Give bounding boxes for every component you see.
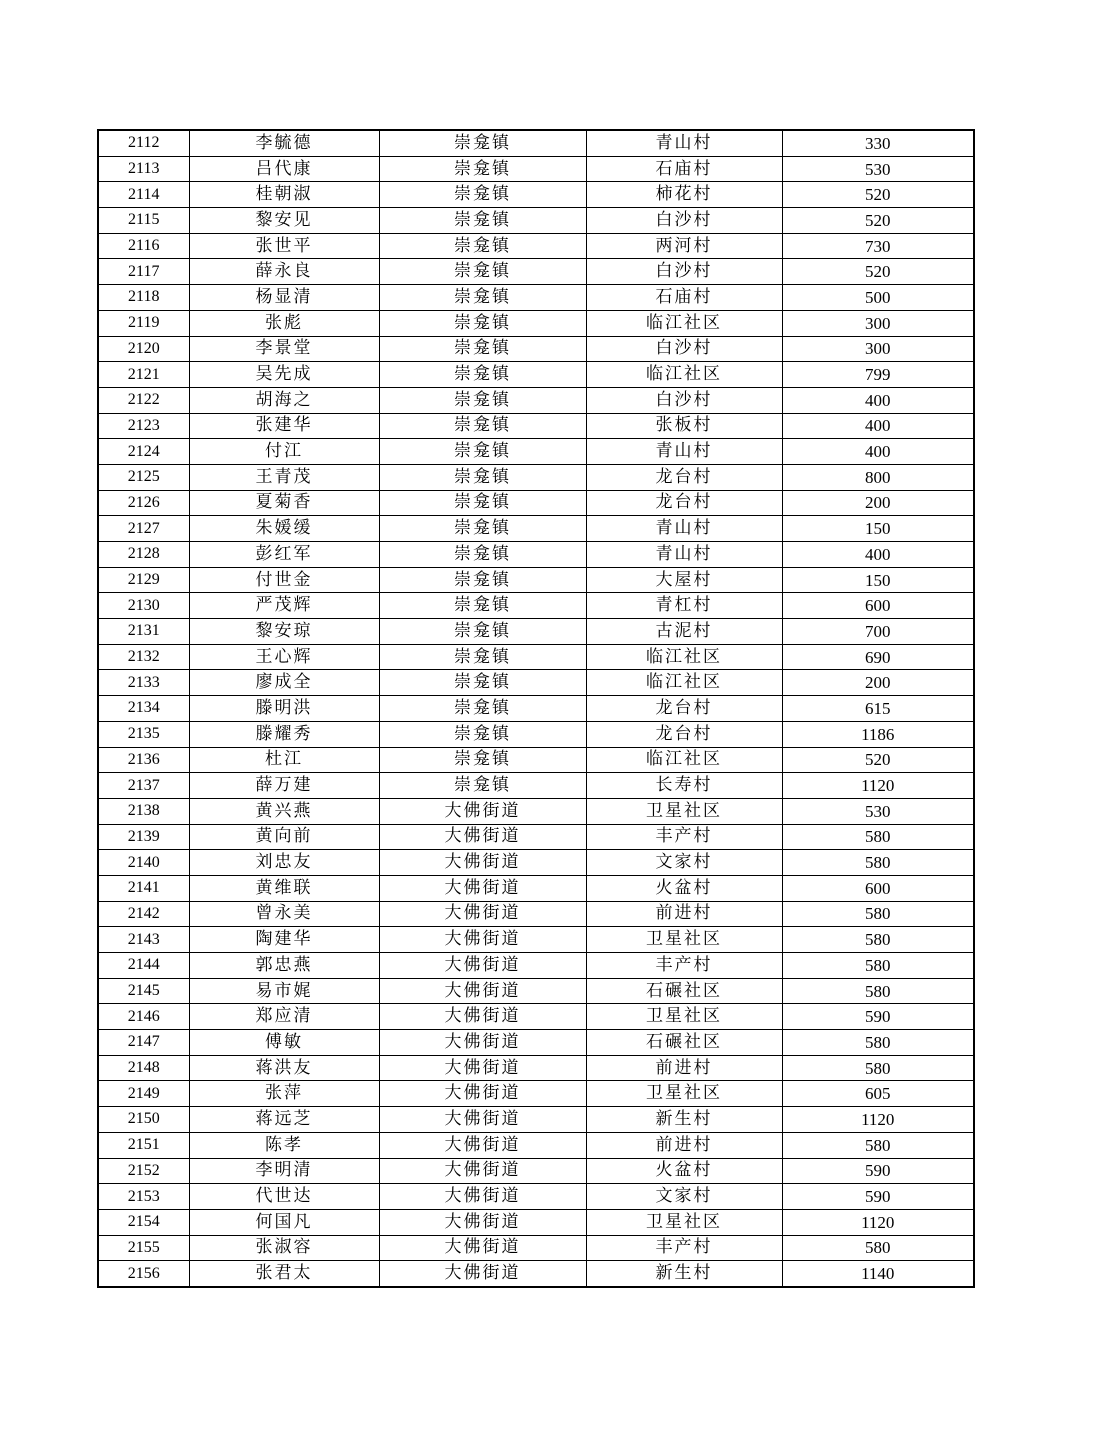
town-cell: 崇龛镇 bbox=[379, 670, 586, 696]
town-cell: 大佛街道 bbox=[379, 953, 586, 979]
town-cell: 大佛街道 bbox=[379, 1030, 586, 1056]
table-row bbox=[98, 1107, 974, 1133]
row-number-cell: 2144 bbox=[98, 953, 189, 979]
name-cell: 郑应清 bbox=[189, 1004, 379, 1030]
amount-cell: 400 bbox=[782, 439, 974, 465]
village-cell: 前进村 bbox=[586, 1132, 782, 1158]
table-row bbox=[98, 850, 974, 876]
table-row bbox=[98, 1132, 974, 1158]
table-row bbox=[98, 978, 974, 1004]
town-cell: 崇龛镇 bbox=[379, 439, 586, 465]
town-cell: 崇龛镇 bbox=[379, 413, 586, 439]
table-row bbox=[98, 953, 974, 979]
table-row bbox=[98, 542, 974, 568]
village-cell: 白沙村 bbox=[586, 259, 782, 285]
village-cell: 卫星社区 bbox=[586, 1209, 782, 1235]
name-cell: 滕耀秀 bbox=[189, 721, 379, 747]
name-cell: 黄兴燕 bbox=[189, 798, 379, 824]
row-number-cell: 2120 bbox=[98, 336, 189, 362]
amount-cell: 530 bbox=[782, 798, 974, 824]
name-cell: 易市娓 bbox=[189, 978, 379, 1004]
town-cell: 大佛街道 bbox=[379, 1235, 586, 1261]
row-number-cell: 2149 bbox=[98, 1081, 189, 1107]
name-cell: 郭忠燕 bbox=[189, 953, 379, 979]
name-cell: 薛永良 bbox=[189, 259, 379, 285]
table-row bbox=[98, 1004, 974, 1030]
amount-cell: 520 bbox=[782, 208, 974, 234]
table-row bbox=[98, 490, 974, 516]
village-cell: 临江社区 bbox=[586, 644, 782, 670]
village-cell: 文家村 bbox=[586, 1184, 782, 1210]
table-row bbox=[98, 516, 974, 542]
village-cell: 石庙村 bbox=[586, 156, 782, 182]
row-number-cell: 2113 bbox=[98, 156, 189, 182]
town-cell: 崇龛镇 bbox=[379, 156, 586, 182]
town-cell: 崇龛镇 bbox=[379, 182, 586, 208]
village-cell: 卫星社区 bbox=[586, 1081, 782, 1107]
name-cell: 蒋远芝 bbox=[189, 1107, 379, 1133]
table-row bbox=[98, 696, 974, 722]
village-cell: 新生村 bbox=[586, 1107, 782, 1133]
table-row bbox=[98, 798, 974, 824]
name-cell: 张淑容 bbox=[189, 1235, 379, 1261]
name-cell: 吴先成 bbox=[189, 362, 379, 388]
row-number-cell: 2132 bbox=[98, 644, 189, 670]
village-cell: 卫星社区 bbox=[586, 1004, 782, 1030]
village-cell: 白沙村 bbox=[586, 336, 782, 362]
village-cell: 龙台村 bbox=[586, 464, 782, 490]
row-number-cell: 2151 bbox=[98, 1132, 189, 1158]
name-cell: 胡海之 bbox=[189, 387, 379, 413]
table-row bbox=[98, 130, 974, 156]
name-cell: 黄向前 bbox=[189, 824, 379, 850]
row-number-cell: 2145 bbox=[98, 978, 189, 1004]
row-number-cell: 2129 bbox=[98, 567, 189, 593]
amount-cell: 799 bbox=[782, 362, 974, 388]
row-number-cell: 2122 bbox=[98, 387, 189, 413]
amount-cell: 1120 bbox=[782, 1209, 974, 1235]
town-cell: 大佛街道 bbox=[379, 875, 586, 901]
town-cell: 崇龛镇 bbox=[379, 747, 586, 773]
town-cell: 大佛街道 bbox=[379, 978, 586, 1004]
town-cell: 大佛街道 bbox=[379, 1132, 586, 1158]
village-cell: 前进村 bbox=[586, 1055, 782, 1081]
row-number-cell: 2116 bbox=[98, 233, 189, 259]
name-cell: 付世金 bbox=[189, 567, 379, 593]
row-number-cell: 2121 bbox=[98, 362, 189, 388]
village-cell: 卫星社区 bbox=[586, 798, 782, 824]
table-row bbox=[98, 310, 974, 336]
amount-cell: 500 bbox=[782, 285, 974, 311]
row-number-cell: 2119 bbox=[98, 310, 189, 336]
town-cell: 崇龛镇 bbox=[379, 130, 586, 156]
name-cell: 朱媛缓 bbox=[189, 516, 379, 542]
table-row bbox=[98, 413, 974, 439]
row-number-cell: 2118 bbox=[98, 285, 189, 311]
amount-cell: 530 bbox=[782, 156, 974, 182]
village-cell: 张板村 bbox=[586, 413, 782, 439]
name-cell: 李明清 bbox=[189, 1158, 379, 1184]
row-number-cell: 2138 bbox=[98, 798, 189, 824]
row-number-cell: 2136 bbox=[98, 747, 189, 773]
name-cell: 彭红军 bbox=[189, 542, 379, 568]
town-cell: 崇龛镇 bbox=[379, 387, 586, 413]
amount-cell: 600 bbox=[782, 593, 974, 619]
row-number-cell: 2117 bbox=[98, 259, 189, 285]
table-row bbox=[98, 773, 974, 799]
row-number-cell: 2139 bbox=[98, 824, 189, 850]
name-cell: 陶建华 bbox=[189, 927, 379, 953]
row-number-cell: 2152 bbox=[98, 1158, 189, 1184]
table-row bbox=[98, 927, 974, 953]
village-cell: 柿花村 bbox=[586, 182, 782, 208]
table-row bbox=[98, 1081, 974, 1107]
data-table bbox=[97, 129, 975, 1288]
amount-cell: 400 bbox=[782, 542, 974, 568]
town-cell: 崇龛镇 bbox=[379, 721, 586, 747]
town-cell: 崇龛镇 bbox=[379, 310, 586, 336]
row-number-cell: 2150 bbox=[98, 1107, 189, 1133]
village-cell: 白沙村 bbox=[586, 208, 782, 234]
name-cell: 蒋洪友 bbox=[189, 1055, 379, 1081]
village-cell: 龙台村 bbox=[586, 721, 782, 747]
row-number-cell: 2127 bbox=[98, 516, 189, 542]
name-cell: 王心辉 bbox=[189, 644, 379, 670]
village-cell: 丰产村 bbox=[586, 824, 782, 850]
name-cell: 黎安琼 bbox=[189, 619, 379, 645]
village-cell: 临江社区 bbox=[586, 670, 782, 696]
village-cell: 青山村 bbox=[586, 542, 782, 568]
table-row bbox=[98, 567, 974, 593]
amount-cell: 605 bbox=[782, 1081, 974, 1107]
amount-cell: 520 bbox=[782, 747, 974, 773]
amount-cell: 300 bbox=[782, 310, 974, 336]
town-cell: 大佛街道 bbox=[379, 1004, 586, 1030]
town-cell: 崇龛镇 bbox=[379, 593, 586, 619]
row-number-cell: 2135 bbox=[98, 721, 189, 747]
table-row bbox=[98, 721, 974, 747]
table-row bbox=[98, 259, 974, 285]
table-row bbox=[98, 336, 974, 362]
amount-cell: 330 bbox=[782, 130, 974, 156]
row-number-cell: 2130 bbox=[98, 593, 189, 619]
amount-cell: 580 bbox=[782, 824, 974, 850]
row-number-cell: 2142 bbox=[98, 901, 189, 927]
amount-cell: 730 bbox=[782, 233, 974, 259]
town-cell: 崇龛镇 bbox=[379, 516, 586, 542]
table-row bbox=[98, 1158, 974, 1184]
village-cell: 前进村 bbox=[586, 901, 782, 927]
table-row bbox=[98, 182, 974, 208]
row-number-cell: 2112 bbox=[98, 130, 189, 156]
town-cell: 大佛街道 bbox=[379, 1055, 586, 1081]
village-cell: 青杠村 bbox=[586, 593, 782, 619]
town-cell: 大佛街道 bbox=[379, 798, 586, 824]
table-row bbox=[98, 619, 974, 645]
row-number-cell: 2154 bbox=[98, 1209, 189, 1235]
table-row bbox=[98, 362, 974, 388]
town-cell: 崇龛镇 bbox=[379, 490, 586, 516]
row-number-cell: 2134 bbox=[98, 696, 189, 722]
village-cell: 两河村 bbox=[586, 233, 782, 259]
amount-cell: 1186 bbox=[782, 721, 974, 747]
name-cell: 张君太 bbox=[189, 1261, 379, 1287]
table-row bbox=[98, 875, 974, 901]
table-row bbox=[98, 1209, 974, 1235]
town-cell: 大佛街道 bbox=[379, 927, 586, 953]
town-cell: 崇龛镇 bbox=[379, 464, 586, 490]
table-row bbox=[98, 747, 974, 773]
table-row bbox=[98, 1184, 974, 1210]
amount-cell: 600 bbox=[782, 875, 974, 901]
amount-cell: 200 bbox=[782, 670, 974, 696]
name-cell: 张彪 bbox=[189, 310, 379, 336]
name-cell: 付江 bbox=[189, 439, 379, 465]
amount-cell: 1120 bbox=[782, 773, 974, 799]
town-cell: 崇龛镇 bbox=[379, 208, 586, 234]
village-cell: 青山村 bbox=[586, 130, 782, 156]
name-cell: 代世达 bbox=[189, 1184, 379, 1210]
town-cell: 崇龛镇 bbox=[379, 644, 586, 670]
table-row bbox=[98, 464, 974, 490]
amount-cell: 200 bbox=[782, 490, 974, 516]
amount-cell: 400 bbox=[782, 413, 974, 439]
table-row bbox=[98, 285, 974, 311]
town-cell: 崇龛镇 bbox=[379, 362, 586, 388]
town-cell: 崇龛镇 bbox=[379, 336, 586, 362]
name-cell: 夏菊香 bbox=[189, 490, 379, 516]
village-cell: 临江社区 bbox=[586, 362, 782, 388]
village-cell: 火盆村 bbox=[586, 1158, 782, 1184]
row-number-cell: 2131 bbox=[98, 619, 189, 645]
row-number-cell: 2123 bbox=[98, 413, 189, 439]
town-cell: 崇龛镇 bbox=[379, 285, 586, 311]
amount-cell: 590 bbox=[782, 1184, 974, 1210]
amount-cell: 580 bbox=[782, 953, 974, 979]
village-cell: 石庙村 bbox=[586, 285, 782, 311]
row-number-cell: 2125 bbox=[98, 464, 189, 490]
name-cell: 严茂辉 bbox=[189, 593, 379, 619]
name-cell: 曾永美 bbox=[189, 901, 379, 927]
table-row bbox=[98, 1235, 974, 1261]
name-cell: 廖成全 bbox=[189, 670, 379, 696]
name-cell: 张萍 bbox=[189, 1081, 379, 1107]
village-cell: 丰产村 bbox=[586, 1235, 782, 1261]
name-cell: 滕明洪 bbox=[189, 696, 379, 722]
town-cell: 崇龛镇 bbox=[379, 567, 586, 593]
village-cell: 新生村 bbox=[586, 1261, 782, 1287]
name-cell: 黎安见 bbox=[189, 208, 379, 234]
amount-cell: 615 bbox=[782, 696, 974, 722]
amount-cell: 580 bbox=[782, 1055, 974, 1081]
amount-cell: 580 bbox=[782, 1235, 974, 1261]
amount-cell: 300 bbox=[782, 336, 974, 362]
name-cell: 吕代康 bbox=[189, 156, 379, 182]
town-cell: 大佛街道 bbox=[379, 1158, 586, 1184]
row-number-cell: 2146 bbox=[98, 1004, 189, 1030]
town-cell: 大佛街道 bbox=[379, 1261, 586, 1287]
row-number-cell: 2126 bbox=[98, 490, 189, 516]
village-cell: 古泥村 bbox=[586, 619, 782, 645]
town-cell: 崇龛镇 bbox=[379, 619, 586, 645]
table-row bbox=[98, 208, 974, 234]
village-cell: 文家村 bbox=[586, 850, 782, 876]
name-cell: 陈孝 bbox=[189, 1132, 379, 1158]
table-row bbox=[98, 824, 974, 850]
row-number-cell: 2155 bbox=[98, 1235, 189, 1261]
village-cell: 石碾社区 bbox=[586, 978, 782, 1004]
table-row bbox=[98, 233, 974, 259]
amount-cell: 700 bbox=[782, 619, 974, 645]
row-number-cell: 2147 bbox=[98, 1030, 189, 1056]
row-number-cell: 2115 bbox=[98, 208, 189, 234]
row-number-cell: 2128 bbox=[98, 542, 189, 568]
amount-cell: 580 bbox=[782, 978, 974, 1004]
row-number-cell: 2143 bbox=[98, 927, 189, 953]
town-cell: 崇龛镇 bbox=[379, 259, 586, 285]
town-cell: 大佛街道 bbox=[379, 901, 586, 927]
amount-cell: 400 bbox=[782, 387, 974, 413]
amount-cell: 800 bbox=[782, 464, 974, 490]
row-number-cell: 2156 bbox=[98, 1261, 189, 1287]
table-row bbox=[98, 670, 974, 696]
row-number-cell: 2141 bbox=[98, 875, 189, 901]
amount-cell: 580 bbox=[782, 1132, 974, 1158]
table-row bbox=[98, 644, 974, 670]
amount-cell: 590 bbox=[782, 1004, 974, 1030]
name-cell: 李景堂 bbox=[189, 336, 379, 362]
name-cell: 桂朝淑 bbox=[189, 182, 379, 208]
name-cell: 张建华 bbox=[189, 413, 379, 439]
name-cell: 杜江 bbox=[189, 747, 379, 773]
amount-cell: 580 bbox=[782, 850, 974, 876]
table-row bbox=[98, 1030, 974, 1056]
village-cell: 石碾社区 bbox=[586, 1030, 782, 1056]
village-cell: 大屋村 bbox=[586, 567, 782, 593]
village-cell: 卫星社区 bbox=[586, 927, 782, 953]
name-cell: 张世平 bbox=[189, 233, 379, 259]
town-cell: 崇龛镇 bbox=[379, 542, 586, 568]
town-cell: 大佛街道 bbox=[379, 1209, 586, 1235]
village-cell: 白沙村 bbox=[586, 387, 782, 413]
amount-cell: 150 bbox=[782, 567, 974, 593]
amount-cell: 690 bbox=[782, 644, 974, 670]
village-cell: 龙台村 bbox=[586, 490, 782, 516]
village-cell: 丰产村 bbox=[586, 953, 782, 979]
name-cell: 李毓德 bbox=[189, 130, 379, 156]
name-cell: 王青茂 bbox=[189, 464, 379, 490]
village-cell: 火盆村 bbox=[586, 875, 782, 901]
town-cell: 大佛街道 bbox=[379, 850, 586, 876]
table-row bbox=[98, 593, 974, 619]
amount-cell: 580 bbox=[782, 901, 974, 927]
town-cell: 大佛街道 bbox=[379, 1107, 586, 1133]
table-body bbox=[98, 130, 974, 1287]
amount-cell: 150 bbox=[782, 516, 974, 542]
table-row bbox=[98, 1055, 974, 1081]
town-cell: 大佛街道 bbox=[379, 1184, 586, 1210]
amount-cell: 520 bbox=[782, 182, 974, 208]
row-number-cell: 2140 bbox=[98, 850, 189, 876]
village-cell: 青山村 bbox=[586, 439, 782, 465]
village-cell: 长寿村 bbox=[586, 773, 782, 799]
village-cell: 临江社区 bbox=[586, 747, 782, 773]
village-cell: 青山村 bbox=[586, 516, 782, 542]
table-row bbox=[98, 439, 974, 465]
town-cell: 崇龛镇 bbox=[379, 696, 586, 722]
table-row bbox=[98, 1261, 974, 1287]
row-number-cell: 2133 bbox=[98, 670, 189, 696]
name-cell: 黄维联 bbox=[189, 875, 379, 901]
town-cell: 崇龛镇 bbox=[379, 233, 586, 259]
row-number-cell: 2114 bbox=[98, 182, 189, 208]
town-cell: 崇龛镇 bbox=[379, 773, 586, 799]
town-cell: 大佛街道 bbox=[379, 1081, 586, 1107]
name-cell: 薛万建 bbox=[189, 773, 379, 799]
amount-cell: 580 bbox=[782, 927, 974, 953]
village-cell: 临江社区 bbox=[586, 310, 782, 336]
amount-cell: 590 bbox=[782, 1158, 974, 1184]
row-number-cell: 2148 bbox=[98, 1055, 189, 1081]
row-number-cell: 2137 bbox=[98, 773, 189, 799]
name-cell: 何国凡 bbox=[189, 1209, 379, 1235]
amount-cell: 1140 bbox=[782, 1261, 974, 1287]
town-cell: 大佛街道 bbox=[379, 824, 586, 850]
amount-cell: 580 bbox=[782, 1030, 974, 1056]
amount-cell: 1120 bbox=[782, 1107, 974, 1133]
village-cell: 龙台村 bbox=[586, 696, 782, 722]
name-cell: 杨显清 bbox=[189, 285, 379, 311]
name-cell: 傅敏 bbox=[189, 1030, 379, 1056]
amount-cell: 520 bbox=[782, 259, 974, 285]
table-row bbox=[98, 156, 974, 182]
row-number-cell: 2124 bbox=[98, 439, 189, 465]
name-cell: 刘忠友 bbox=[189, 850, 379, 876]
row-number-cell: 2153 bbox=[98, 1184, 189, 1210]
table-row bbox=[98, 901, 974, 927]
table-row bbox=[98, 387, 974, 413]
